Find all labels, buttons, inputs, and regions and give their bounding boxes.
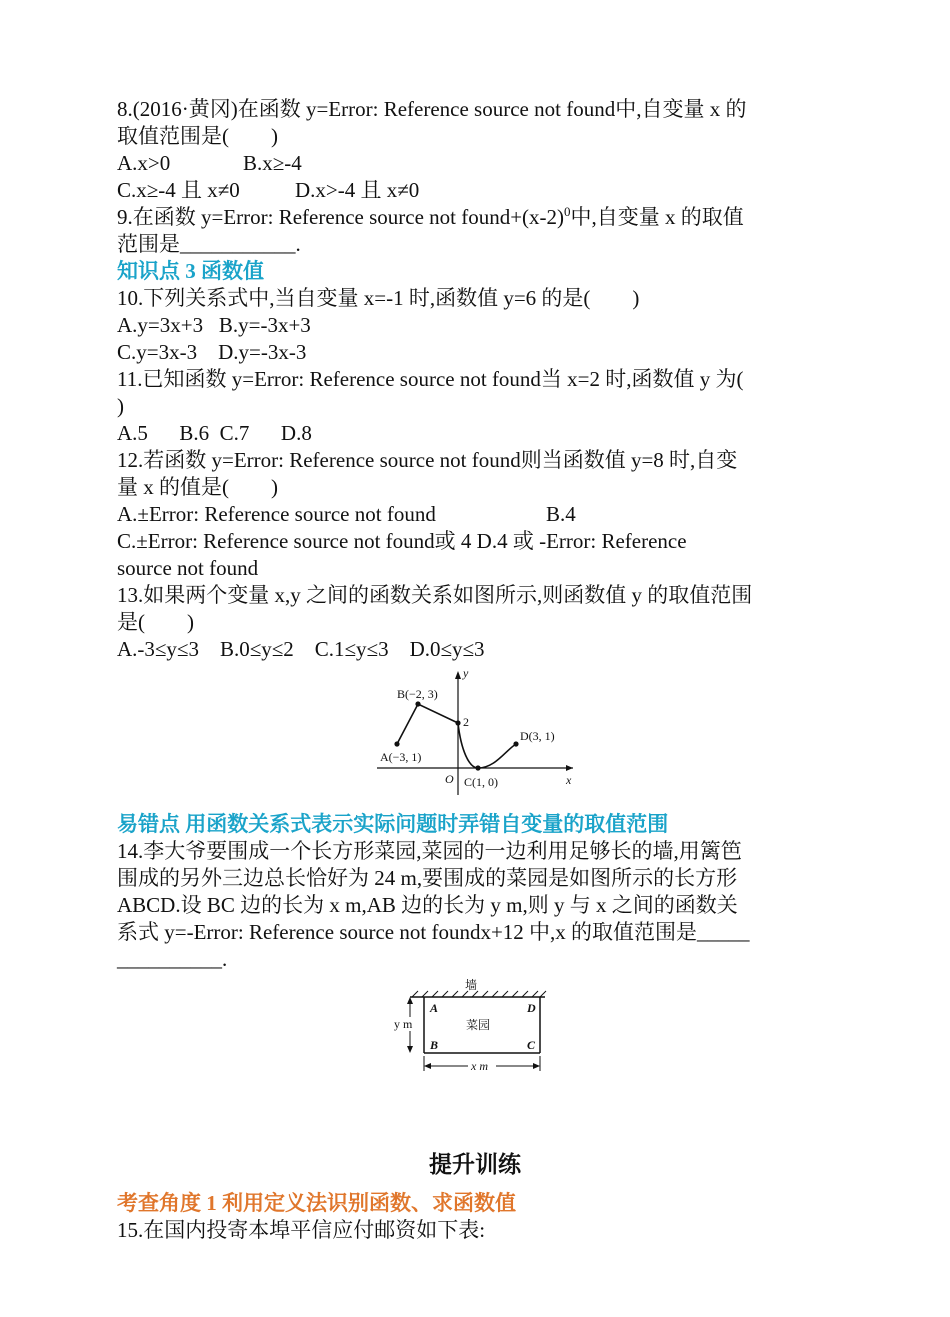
q8-options-ab [117, 150, 833, 177]
q8-option-b: B.x≥-4 [243, 151, 302, 175]
q13-stem-line2: 是( ) [117, 610, 194, 634]
label-c: C(1, 0) [464, 775, 498, 789]
q11-stem-line2: ) [117, 394, 124, 418]
q8-option-d: D.x>-4 且 x≠0 [295, 178, 420, 202]
point-a [394, 741, 399, 746]
graph-segment-ab [397, 704, 458, 744]
q13-function-graph [117, 665, 833, 795]
q12-stem-line2: 量 x 的值是( ) [117, 475, 278, 499]
q15-stem: 15.在国内投寄本埠平信应付邮资如下表: [117, 1218, 486, 1242]
q9-exponent: 0 [564, 204, 571, 219]
q8-stem-line2: 取值范围是( ) [117, 124, 278, 148]
q14-line3: ABCD.设 BC 边的长为 x m,AB 边的长为 y m,则 y 与 x 之间的函数关 [117, 893, 738, 917]
q10-stem: 10.下列关系式中,当自变量 x=-1 时,函数值 y=6 的是( ) [117, 286, 640, 310]
label-x: x [566, 773, 572, 787]
label-d: D [527, 1001, 536, 1015]
q9-stem-line1 [117, 204, 833, 231]
q10-options-ab: A.y=3x+3 B.y=-3x+3 [117, 313, 311, 337]
y-axis-arrow [455, 671, 461, 679]
label-b: B [430, 1038, 439, 1052]
graph-curve-cd [458, 723, 516, 768]
q10-options-cd: C.y=3x-3 D.y=-3x-3 [117, 340, 307, 364]
q14-line1: 14.李大爷要围成一个长方形菜园,菜园的一边利用足够长的墙,用篱笆 [117, 839, 742, 863]
label-a: A [430, 1001, 439, 1015]
label-y: y [463, 666, 469, 680]
q11-stem-line1: 11.已知函数 y=Error: Reference source not found当 x=2 时,函数值 y 为( [117, 367, 744, 391]
q8-option-c: C.x≥-4 且 x≠0 [117, 178, 240, 202]
point-b [415, 701, 420, 706]
label-origin: O [445, 772, 454, 786]
dim-x-arrow-right [533, 1063, 540, 1069]
label-y-two: 2 [463, 715, 469, 729]
q11-options: A.5 B.6 C.7 D.8 [117, 421, 312, 445]
point-d [513, 741, 518, 746]
label-garden: 菜园 [466, 1018, 491, 1032]
label-a: A(−3, 1) [380, 750, 422, 764]
dim-y-arrow-top [407, 997, 413, 1004]
point-c [475, 765, 480, 770]
q9-stem-line2: 范围是___________. [117, 232, 301, 256]
q12-options-cont: source not found [117, 556, 259, 580]
x-axis-arrow [566, 765, 573, 771]
section-heading-function-value: 知识点 3 函数值 [117, 259, 264, 283]
dim-x-arrow-left [424, 1063, 431, 1069]
q13-stem-line1: 13.如果两个变量 x,y 之间的函数关系如图所示,则函数值 y 的取值范围 [117, 583, 753, 607]
q14-line4: 系式 y=-Error: Reference source not foundx+12 中,x 的取值范围是_____ [117, 920, 750, 944]
label-b: B(−2, 3) [397, 687, 438, 701]
q8-option-a: A.x>0 [117, 151, 171, 175]
section-title-improvement: 提升训练 [429, 1152, 521, 1177]
dim-y-arrow-bottom [407, 1046, 413, 1053]
document-body [117, 96, 833, 1244]
q8-options-cd [117, 177, 833, 204]
label-d: D(3, 1) [520, 729, 555, 743]
label-ym: y m [394, 1017, 413, 1031]
section-heading-common-error: 易错点 用函数关系式表示实际问题时弄错自变量的取值范围 [117, 812, 669, 836]
q14-line2: 围成的另外三边总长恰好为 24 m,要围成的菜园是如图所示的长方形 [117, 866, 738, 890]
q14-garden-diagram [117, 977, 833, 1077]
label-c: C [527, 1038, 536, 1052]
q9-text-post: 中,自变量 x 的取值 [570, 205, 744, 229]
q12-options-ab [117, 501, 833, 528]
wall-hatching [412, 991, 546, 997]
q13-options: A.-3≤y≤3 B.0≤y≤2 C.1≤y≤3 D.0≤y≤3 [117, 637, 485, 661]
section-heading-angle-1: 考查角度 1 利用定义法识别函数、求函数值 [117, 1191, 516, 1215]
q9-text-pre: 9.在函数 y=Error: Reference source not found+(x-2) [117, 205, 565, 229]
q12-stem-line1: 12.若函数 y=Error: Reference source not found则当函数值 y=8 时,自变 [117, 448, 738, 472]
q12-option-b: B.4 [546, 502, 576, 526]
q12-options-cd: C.±Error: Reference source not found或 4 D.4 或 -Error: Reference [117, 529, 687, 553]
q8-stem-line1: 8.(2016·黄冈)在函数 y=Error: Reference source not found中,自变量 x 的 [117, 97, 747, 121]
spacer [117, 1077, 833, 1151]
q12-option-a: A.±Error: Reference source not found [117, 502, 436, 526]
point-y2 [455, 720, 460, 725]
label-wall: 墙 [465, 978, 478, 992]
label-xm: x m [471, 1059, 488, 1073]
q14-line5: __________. [117, 947, 228, 971]
